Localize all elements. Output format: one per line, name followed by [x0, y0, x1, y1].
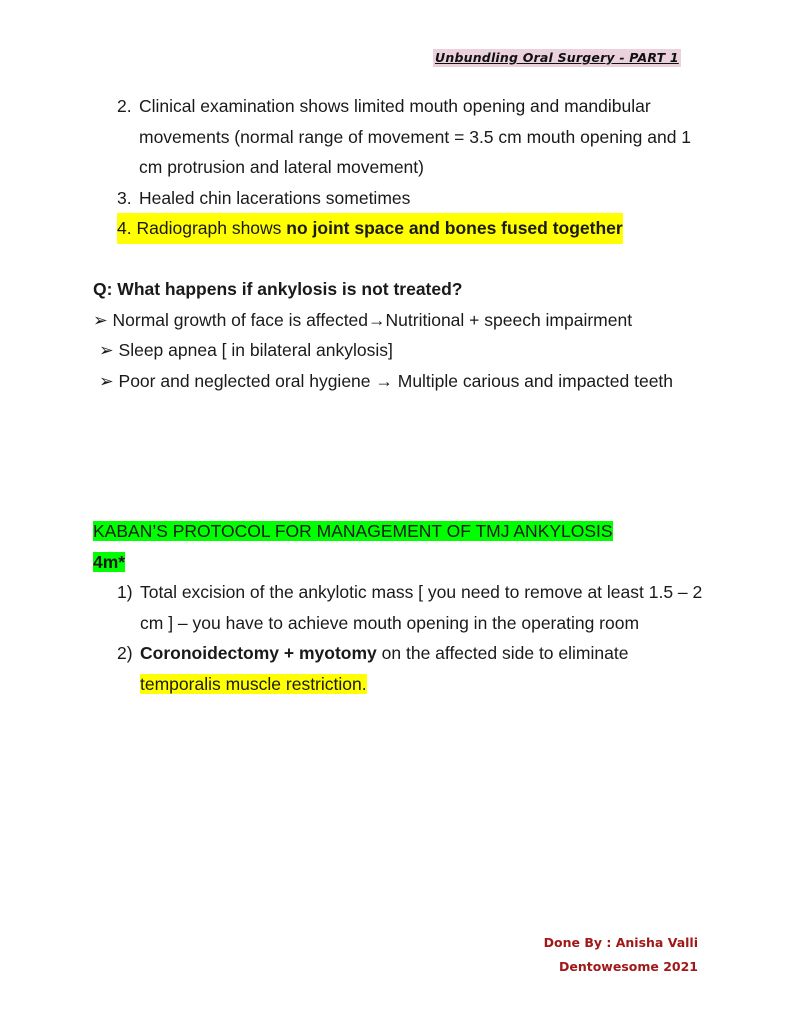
question-title: Q: What happens if ankylosis is not treated?: [93, 279, 463, 299]
list-number: 2): [117, 643, 133, 663]
list-item: [117, 577, 713, 638]
list-text: Healed chin lacerations sometimes: [139, 187, 411, 208]
list-text: Clinical examination shows limited mouth opening and mandibular movements (normal range of movement = 3.5 cm mouth opening and 1 cm protrusion and lateral movement): [139, 96, 692, 177]
highlighted-line: [117, 213, 623, 244]
document-header-title: Unbundling Oral Surgery - PART 1: [435, 50, 679, 65]
list-item-highlighted: [117, 213, 717, 244]
list-item: [117, 183, 717, 214]
list-text: Radiograph shows: [136, 218, 287, 238]
list-text-plain: on the affected side to eliminate: [376, 643, 629, 663]
list-item: [117, 91, 717, 183]
list-item: [117, 638, 713, 699]
highlighted-text: temporalis muscle restriction.: [140, 673, 367, 694]
bullet-item: ➢ Normal growth of face is affected→Nutritional + speech impairment: [93, 309, 633, 330]
list-number: 2.: [117, 96, 132, 116]
clinical-features-list: [117, 91, 717, 244]
bullet-item: ➢ Sleep apnea [ in bilateral ankylosis]: [99, 340, 393, 360]
question-section: [93, 274, 713, 396]
list-text-bold: Coronoidectomy + myotomy: [140, 643, 377, 663]
kaban-protocol-section: [93, 516, 713, 699]
list-number: 1): [117, 582, 133, 602]
list-number: 4.: [117, 218, 132, 238]
brand-year: Dentowesome 2021: [558, 959, 698, 974]
list-text: [140, 638, 713, 699]
author-credit: Done By : Anisha Valli: [543, 935, 698, 950]
marks-label: 4m*: [93, 551, 126, 572]
list-text-bold: no joint space and bones fused together: [286, 218, 623, 238]
list-text: Total excision of the ankylotic mass [ you need to remove at least 1.5 – 2 cm ] – you have to achieve mouth opening in the operating room: [140, 582, 703, 633]
footer-credits: [544, 931, 698, 979]
list-number: 3.: [117, 187, 132, 208]
section-heading: KABAN’S PROTOCOL FOR MANAGEMENT OF TMJ ANKYLOSIS: [93, 521, 613, 541]
bullet-item: ➢ Poor and neglected oral hygiene → Multiple carious and impacted teeth: [99, 370, 674, 391]
